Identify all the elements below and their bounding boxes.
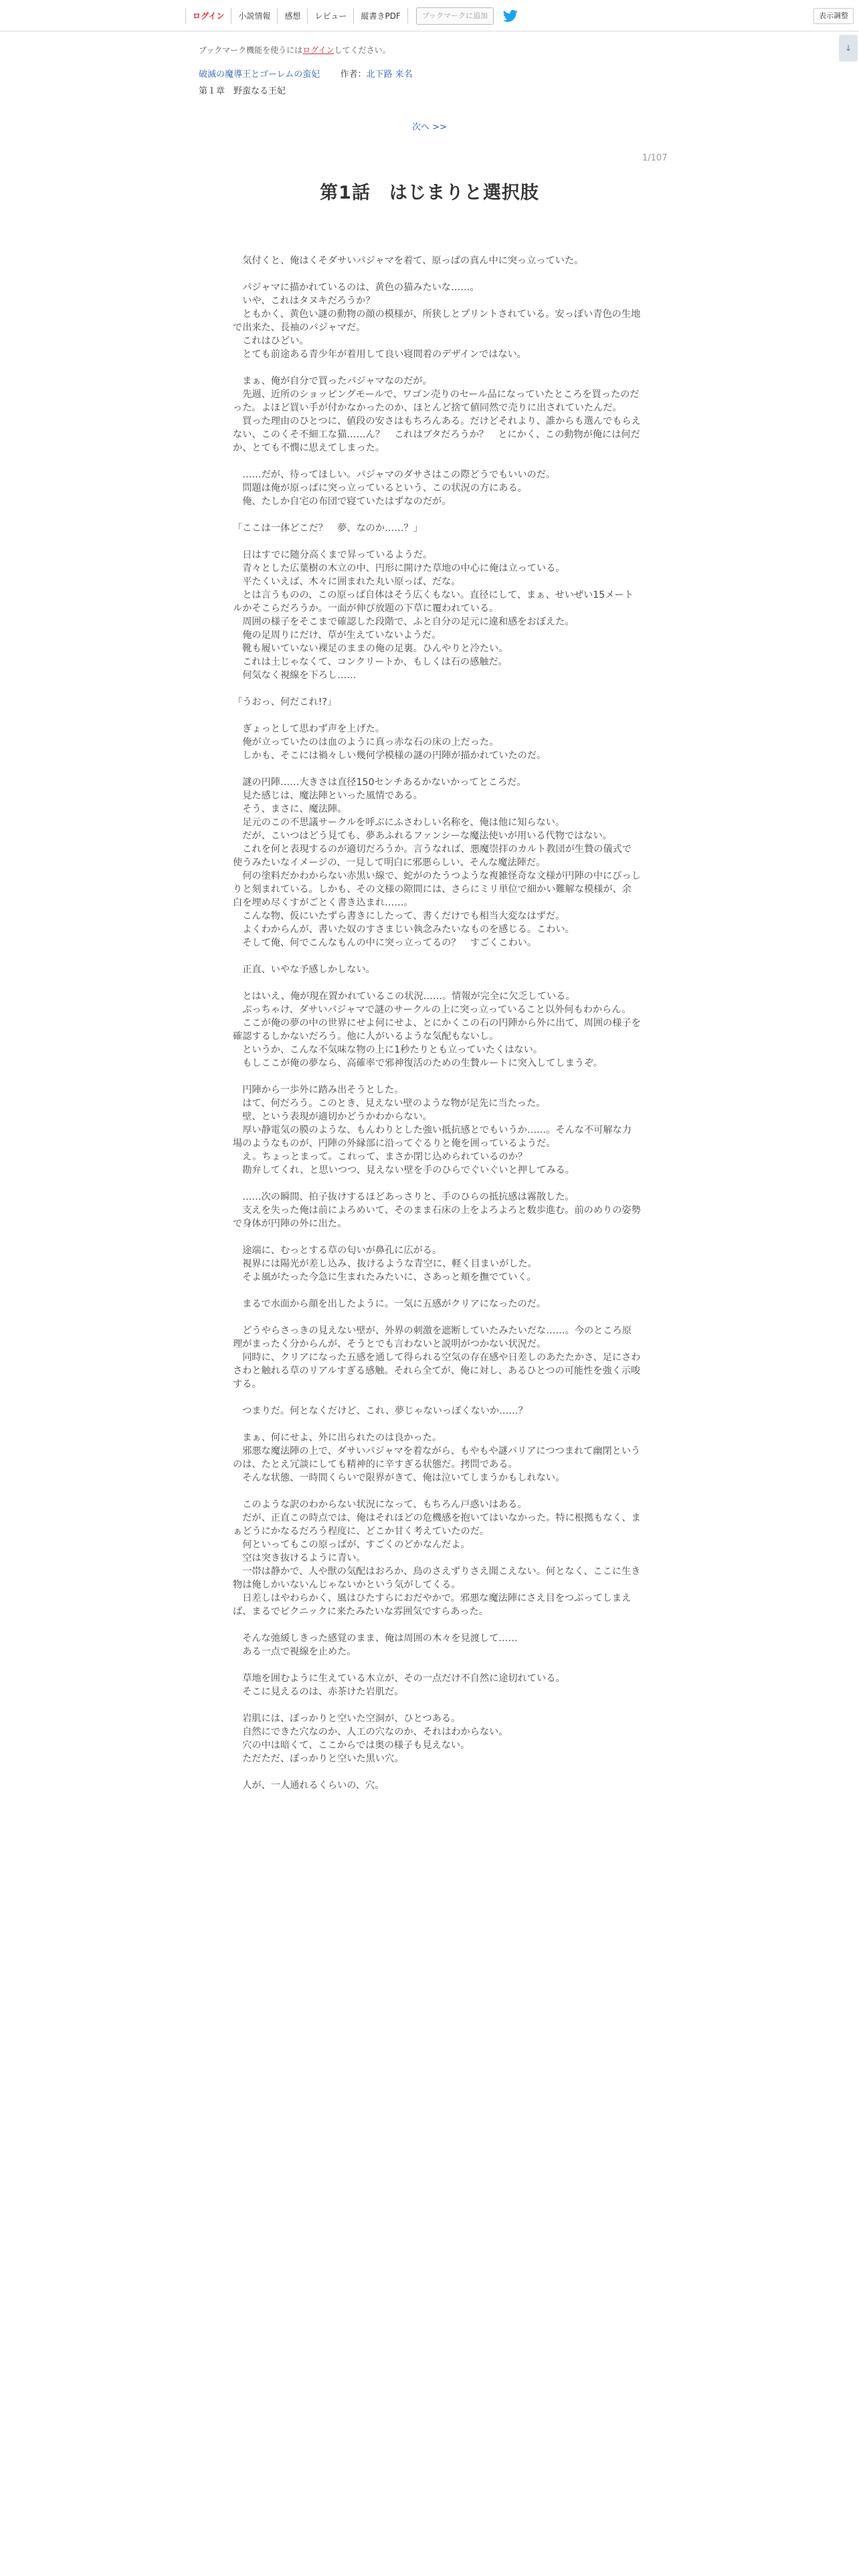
blank-line xyxy=(233,455,641,468)
blank-line xyxy=(233,1618,641,1632)
blank-line xyxy=(233,1658,641,1672)
display-settings-button[interactable]: 表示調整 xyxy=(814,8,854,24)
body-paragraph: 支えを失った俺は前によろめいて、そのまま石床の上をよろよろと数歩進む。前のめりの姿勢で身体が円陣の外に出た。 xyxy=(233,1205,641,1229)
body-paragraph: 買った理由のひとつに、値段の安さはもちろんある。だけどそれより、誰からも選んでもらえない、このくそ不細工な猫……ん？ これはブタだろうか？ とにかく、この動物が俺には何だか、とても不憫に思えてしまった。 xyxy=(233,416,641,453)
body-paragraph: まぁ、何にせよ、外に出られたのは良かった。 xyxy=(233,1432,442,1443)
body-paragraph: よくわからんが、書いた奴のすさまじい執念みたいなものを感じる。こわい。 xyxy=(233,924,575,935)
blank-line xyxy=(233,241,641,254)
body-paragraph: 俺の足周りにだけ、草が生えていないようだ。 xyxy=(233,630,442,641)
body-paragraph: 邪悪な魔法陣の上で、ダサいパジャマを着ながら、もやもや謎バリアにつつまれて幽閉というのは、たとえ冗談にしても精神的に辛すぎる状態だ。拷問である。 xyxy=(233,1446,641,1470)
body-paragraph: 問題は俺が原っぱに突っ立っているという、この状況の方にある。 xyxy=(233,483,527,494)
body-paragraph: 「うおっ、何だこれ!?」 xyxy=(233,697,337,708)
body-paragraph: 日差しはやわらかく、風はひたすらにおだやかで。邪悪な魔法陣にさえ目をつぶってしまえば、まるでピクニックに来たみたいな雰囲気ですらあった。 xyxy=(233,1593,632,1617)
blank-line xyxy=(233,508,641,522)
body-paragraph: 円陣から一歩外に踏み出そうとした。 xyxy=(233,1085,404,1095)
body-paragraph: 岩肌には、ぽっかりと空いた空洞が、ひとつある。 xyxy=(233,1713,461,1724)
blank-line xyxy=(233,682,641,695)
blank-line xyxy=(233,535,641,548)
body-paragraph: 「ここは一体どこだ？ 夢、なのか……？」 xyxy=(233,523,423,534)
body-paragraph: まるで水面から顔を出したように。一気に五感がクリアになったのだ。 xyxy=(233,1299,547,1309)
blank-line xyxy=(233,1699,641,1712)
body-paragraph: ある一点で視線を止めた。 xyxy=(233,1646,357,1657)
body-paragraph: 自然にできた穴なのか、人工の穴なのか、それはわからない。 xyxy=(233,1727,508,1737)
blank-line xyxy=(233,762,641,776)
body-paragraph: というか、こんな不気味な物の上に1秒たりとも立っていたくはない。 xyxy=(233,1045,543,1055)
body-paragraph: 見た感じは、魔法陣といった風情である。 xyxy=(233,790,423,801)
body-paragraph: 勘弁してくれ、と思いつつ、見えない壁を手のひらでぐいぐいと押してみる。 xyxy=(233,1165,575,1176)
body-paragraph: 草地を囲むように生えている木立が、その一点だけ不自然に途切れている。 xyxy=(233,1673,565,1684)
body-paragraph: 靴も履いていない裸足のままの俺の足裏。ひんやりと冷たい。 xyxy=(233,643,508,654)
author-label: 作者： xyxy=(340,70,367,80)
body-paragraph: どうやらさっきの見えない壁が、外界の刺激を遮断していたみたいだな……。今のところ原理がまったく分からんが、そうとでも言わないと説明がつかない状況だ。 xyxy=(233,1325,632,1350)
top-navigation-bar xyxy=(0,0,859,31)
author-link[interactable]: 北下路 来名 xyxy=(366,70,413,80)
body-paragraph: 正直、いやな予感しかしない。 xyxy=(233,964,375,975)
blank-line xyxy=(233,1391,641,1404)
blank-line xyxy=(233,361,641,374)
body-paragraph: そう、まさに、魔法陣。 xyxy=(233,804,347,815)
body-paragraph: 何気なく視線を下ろし…… xyxy=(233,670,357,681)
body-paragraph: 青々とした広葉樹の木立の中、円形に開けた草地の中心に俺は立っている。 xyxy=(233,563,565,574)
body-paragraph: 周囲の様子をそこまで確認した段階で、ふと自分の足元に違和感をおぼえた。 xyxy=(233,617,575,627)
login-link[interactable]: ログイン xyxy=(185,8,231,24)
body-paragraph: もしここが俺の夢なら、高確率で邪神復活のための生贄ルートに突入してしまうぞ。 xyxy=(233,1058,603,1069)
blank-line xyxy=(233,1485,641,1498)
body-paragraph: 何の塗料だかわからない赤黒い線で、蛇がのたうつような複雑怪奇な文様が円陣の中にびっしりと刻まれている。しかも、その文様の隙間には、さらにミリ単位で細かい難解な模様が、余白を埋め尽くすがごとく書き込まれ……。 xyxy=(233,871,641,908)
body-paragraph: 先週、近所のショッピングモールで、ワゴン売りのセール品になっていたところを買ったのだった。よほど買い手が付かなかったのか、ほとんど捨て値同然で売りに出されていたんだ。 xyxy=(233,389,640,413)
episode-title: 第1話 はじまりと選択肢 xyxy=(320,183,539,203)
novel-title-link[interactable]: 破滅の魔導王とゴーレムの蛮妃 xyxy=(199,70,320,80)
body-paragraph: そんな弛緩しきった感覚のまま、俺は周囲の木々を見渡して…… xyxy=(233,1633,518,1644)
body-paragraph: ただただ、ぽっかりと空いた黒い穴。 xyxy=(233,1753,404,1764)
body-paragraph: こんな物、仮にいたずら書きにしたって、書くだけでも相当大変なはずだ。 xyxy=(233,911,565,922)
body-paragraph: ……だが、待ってほしい。パジャマのダサさはこの際どうでもいいのだ。 xyxy=(233,469,556,480)
body-paragraph: え。ちょっとまって。これって、まさか閉じ込められているのか？ xyxy=(233,1152,528,1162)
notice-prefix: ブックマーク機能を使うには xyxy=(199,45,303,55)
blank-line xyxy=(233,950,641,963)
body-paragraph: ……次の瞬間、拍子抜けするほどあっさりと、手のひらの抵抗感は霧散した。 xyxy=(233,1192,575,1202)
blank-line xyxy=(233,1070,641,1083)
twitter-icon[interactable] xyxy=(503,9,518,23)
page-number: 1/107 xyxy=(642,153,668,163)
chapter-title: 第１章 野蛮なる王妃 xyxy=(199,86,286,96)
body-paragraph: 空は突き抜けるように青い。 xyxy=(233,1553,366,1564)
impressions-link[interactable]: 感想 xyxy=(278,8,308,24)
scroll-down-button[interactable]: ↓ xyxy=(839,35,858,62)
nav-menu xyxy=(185,7,518,25)
blank-line xyxy=(233,1311,641,1324)
body-paragraph: とはいえ、俺が現在置かれているこの状況……。情報が完全に欠乏している。 xyxy=(233,991,575,1002)
blank-line xyxy=(233,976,641,990)
body-paragraph: 気付くと、俺はくそダサいパジャマを着て、原っぱの真ん中に突っ立っていた。 xyxy=(233,255,584,266)
body-paragraph: 俺が立っていたのは血のように真っ赤な石の床の上だった。 xyxy=(233,737,499,748)
body-paragraph: 謎の円陣……大きさは直径150センチあるかないかってところだ。 xyxy=(233,777,527,788)
notice-login-link[interactable]: ログイン xyxy=(302,45,335,55)
body-paragraph: はて、何だろう。このとき、見えない壁のような物が足先に当たった。 xyxy=(233,1098,546,1109)
notice-suffix: してください。 xyxy=(334,45,391,55)
body-paragraph: 何といってもこの原っぱが、すごくのどかなんだよ。 xyxy=(233,1539,470,1550)
blank-line xyxy=(233,267,641,281)
add-bookmark-button[interactable]: ブックマークに追加 xyxy=(416,7,494,25)
body-paragraph: ここが俺の夢の中の世界にせよ何にせよ、とにかくこの石の円陣から外に出て、周囲の様子を確認するしかないだろう。他に人がいるような気配もないし。 xyxy=(233,1018,641,1042)
novel-body xyxy=(233,241,641,1792)
breadcrumb xyxy=(199,67,413,80)
body-paragraph: 視界には陽光が差し込み、抜けるような青空に、軽く目まいがした。 xyxy=(233,1259,537,1269)
body-paragraph: 厚い静電気の膜のような、もんわりとした強い抵抗感とでもいうか……。そんな不可解な力場のようなものが、円陣の外縁部に沿ってぐるりと俺を囲っているようだ。 xyxy=(233,1125,632,1149)
body-paragraph: 壁、という表現が適切かどうかわからない。 xyxy=(233,1111,432,1122)
body-paragraph: パジャマに描かれているのは、黄色の猫みたいな……。 xyxy=(233,282,480,293)
body-paragraph: そよ風がたった今急に生まれたみたいに、さあっと頬を撫でていく。 xyxy=(233,1272,537,1283)
body-paragraph: 同時に、クリアになった五感を通して得られる空気の存在感や日差しのあたたかさ、足にさわさわと触れる草のリアルすぎる感触。それら全てが、俺に対し、あるひとつの可能性を強く示唆する。 xyxy=(233,1352,641,1390)
body-paragraph: いや、これはタヌキだろうか？ xyxy=(233,296,375,306)
body-paragraph: これはひどい。 xyxy=(233,336,309,346)
body-paragraph: 一帯は静かで、人や獣の気配はおろか、鳥のさえずりさえ聞こえない。何となく、ここに生き物は俺しかいないんじゃないかという気がしてくる。 xyxy=(233,1566,641,1590)
body-paragraph: だが、こいつはどう見ても、夢あふれるファンシーな魔法使いが用いる代物ではない。 xyxy=(233,831,612,841)
body-paragraph: ぶっちゃけ、ダサいパジャマで謎のサークルの上に突っ立っていること以外何もわからん。 xyxy=(233,1004,632,1015)
body-paragraph: 平たくいえば、木々に囲まれた丸い原っぱ、だな。 xyxy=(233,576,461,587)
body-paragraph: 足元のこの不思議サークルを呼ぶにふさわしい名称を、俺は他に知らない。 xyxy=(233,817,565,828)
next-page-link-text[interactable]: 次へ >> xyxy=(412,122,447,132)
body-paragraph: これは土じゃなくて、コンクリートか、もしくは石の感触だ。 xyxy=(233,657,508,667)
login-notice xyxy=(199,44,391,56)
blank-line xyxy=(233,1418,641,1431)
body-paragraph: まぁ、俺が自分で買ったパジャマなのだが。 xyxy=(233,376,432,387)
blank-line xyxy=(233,1177,641,1190)
next-page-link xyxy=(0,120,859,132)
body-paragraph: しかも、そこには禍々しい幾何学模様の謎の円陣が描かれていたのだ。 xyxy=(233,750,547,761)
body-paragraph: そんな状態、一時間くらいで限界がきて、俺は泣いてしまうかもしれない。 xyxy=(233,1473,565,1483)
body-paragraph: そして俺、何でこんなもんの中に突っ立ってるの？ すごくこわい。 xyxy=(233,938,537,948)
body-paragraph: とても前途ある青少年が着用して良い寝間着のデザインではない。 xyxy=(233,349,527,360)
blank-line xyxy=(233,1765,641,1779)
body-paragraph: ぎょっとして思わず声を上げた。 xyxy=(233,724,385,734)
body-paragraph: 日はすでに随分高くまで昇っているようだ。 xyxy=(233,550,433,560)
novel-info-link[interactable]: 小説情報 xyxy=(231,8,278,24)
body-paragraph: 途端に、むっとする草の匂いが鼻孔に広がる。 xyxy=(233,1245,442,1256)
body-paragraph: とは言うものの、この原っぱ自体はそう広くもない。直径にして、まぁ、せいぜい15メートルかそこらだろうか。一面が伸び放題の下草に覆われている。 xyxy=(233,590,634,614)
vertical-pdf-link[interactable]: 縦書きPDF xyxy=(354,8,407,24)
body-paragraph: つまりだ。何となくだけど、これ、夢じゃないっぽくないか……？ xyxy=(233,1406,528,1416)
body-paragraph: これを何と表現するのが適切だろうか。言うなれば、悪魔崇拝のカルト教団が生贄の儀式で使うみたいなイメージの、一見して明白に邪悪らしい、そんな魔法陣だ。 xyxy=(233,844,632,868)
body-paragraph: 人が、一人通れるくらいの、穴。 xyxy=(233,1780,385,1791)
review-link[interactable]: レビュー xyxy=(308,8,354,24)
blank-line xyxy=(233,1230,641,1244)
body-paragraph: このような訳のわからない状況になって、もちろん戸惑いはある。 xyxy=(233,1499,527,1510)
body-paragraph: 俺、たしか自宅の布団で寝ていたはずなのだが。 xyxy=(233,496,452,507)
body-paragraph: だが、正直この時点では、俺はそれほどの危機感を抱いてはいなかった。特に根拠もなく、まぁどうにかなるだろう程度に、どこか甘く考えていたのだ。 xyxy=(233,1513,641,1537)
body-paragraph: ともかく、黄色い謎の動物の顔の模様が、所狭しとプリントされている。安っぽい青色の生地で出来た、長袖のパジャマだ。 xyxy=(233,309,641,333)
blank-line xyxy=(233,709,641,722)
body-paragraph: 穴の中は暗くて、ここからでは奥の様子も見えない。 xyxy=(233,1740,470,1751)
body-paragraph: そこに見えるのは、赤茶けた岩肌だ。 xyxy=(233,1687,404,1697)
blank-line xyxy=(233,1284,641,1297)
